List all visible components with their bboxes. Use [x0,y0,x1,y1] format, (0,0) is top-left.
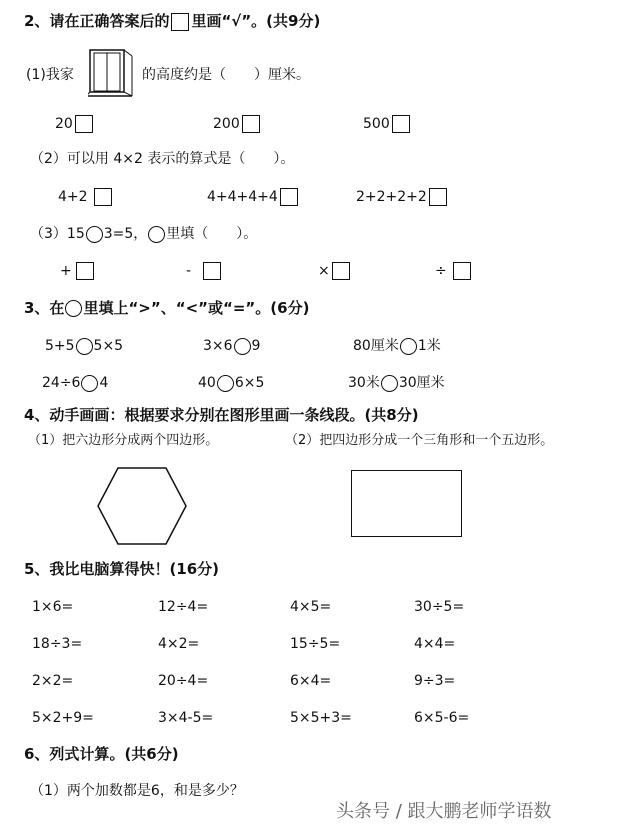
q4-task-2: （2）把四边形分成一个三角形和一个五边形。 [285,433,554,448]
calc-item: 1×6= [32,599,74,615]
q3-item-4: 24÷6 4 [42,375,109,391]
compare-circle[interactable] [234,338,251,355]
answer-box[interactable] [75,115,93,133]
circle-blank-icon [86,226,103,243]
q3-title: 3、在 里填上“>”、“<”或“=”。(6分) [24,299,310,317]
calc-item: 18÷3= [32,636,83,652]
q2-title [24,12,320,31]
q4-task-1: （1）把六边形分成两个四边形。 [28,433,219,448]
hexagon-shape[interactable] [96,466,188,546]
compare-circle[interactable] [81,375,98,392]
calc-item: 12÷4= [158,599,209,615]
q4-title: 4、动手画画：根据要求分别在图形里画一条线段。(共8分) [24,406,419,424]
q2-title-post: 里画“√”。(共9分) [191,12,321,30]
answer-box[interactable] [453,262,471,280]
q2-part1-post: 的高度约是（ ）厘米。 [142,67,310,83]
q2-p2-opt-2[interactable]: 4+4+4+4 [207,188,298,206]
q2-p2-opt-3[interactable]: 2+2+2+2 [356,188,447,206]
answer-box[interactable] [280,188,298,206]
q3-item-6: 30米 30厘米 [348,375,445,391]
calc-item: 5×2+9= [32,710,94,726]
q2-part2: （2）可以用 4×2 表示的算式是（ ）。 [30,151,295,167]
calc-item: 5×5+3= [290,710,352,726]
rectangle-shape[interactable] [351,470,462,537]
compare-circle[interactable] [76,338,93,355]
q2-p1-opt-3[interactable]: 500 [363,115,410,133]
q2-part3: （3）15 3=5， 里填（ ）。 [30,226,258,242]
q6-part1: （1）两个加数都是6，和是多少？ [30,783,244,799]
calc-item: 9÷3= [414,673,456,689]
q2-p3-opt-3[interactable]: × [318,262,350,280]
q2-p3-opt-1[interactable]: + [60,262,94,280]
q2-part1-pre: (1)我家 [26,67,74,83]
q6-title: 6、列式计算。(共6分) [24,745,179,763]
q3-item-3: 80厘米 1米 [353,338,441,354]
calc-item: 30÷5= [414,599,465,615]
compare-circle[interactable] [400,338,417,355]
answer-box[interactable] [94,188,112,206]
checkbox-icon [171,13,189,31]
answer-box[interactable] [203,262,221,280]
q2-p3-opt-2[interactable]: - [186,262,221,280]
answer-box[interactable] [76,262,94,280]
q2-p2-opt-1[interactable]: 4+2 [58,188,112,206]
q5-title: 5、我比电脑算得快！(16分) [24,560,220,578]
calc-item: 6×5-6= [414,710,470,726]
answer-box[interactable] [242,115,260,133]
watermark: 头条号 / 跟大鹏老师学语数 [336,801,552,822]
calc-item: 6×4= [290,673,332,689]
calc-item: 4×2= [158,636,200,652]
q2-title-pre: 2、请在正确答案后的 [24,12,170,30]
q2-p3-opt-4[interactable]: ÷ [435,262,471,280]
calc-item: 4×4= [414,636,456,652]
calc-item: 20÷4= [158,673,209,689]
q3-item-1: 5+5 5×5 [45,338,124,354]
q2-p1-opt-2[interactable]: 200 [213,115,260,133]
answer-box[interactable] [392,115,410,133]
calc-item: 15÷5= [290,636,341,652]
door-icon [88,48,136,98]
circle-blank-icon [65,300,82,317]
q3-item-5: 40 6×5 [198,375,265,391]
compare-circle[interactable] [381,375,398,392]
compare-circle[interactable] [217,375,234,392]
calc-item: 3×4-5= [158,710,214,726]
answer-box[interactable] [429,188,447,206]
calc-item: 4×5= [290,599,332,615]
circle-blank-icon [148,226,165,243]
q2-part1 [26,66,74,84]
q3-item-2: 3×6 9 [203,338,261,354]
calc-item: 2×2= [32,673,74,689]
q2-p1-opt-1[interactable]: 20 [55,115,93,133]
answer-box[interactable] [332,262,350,280]
